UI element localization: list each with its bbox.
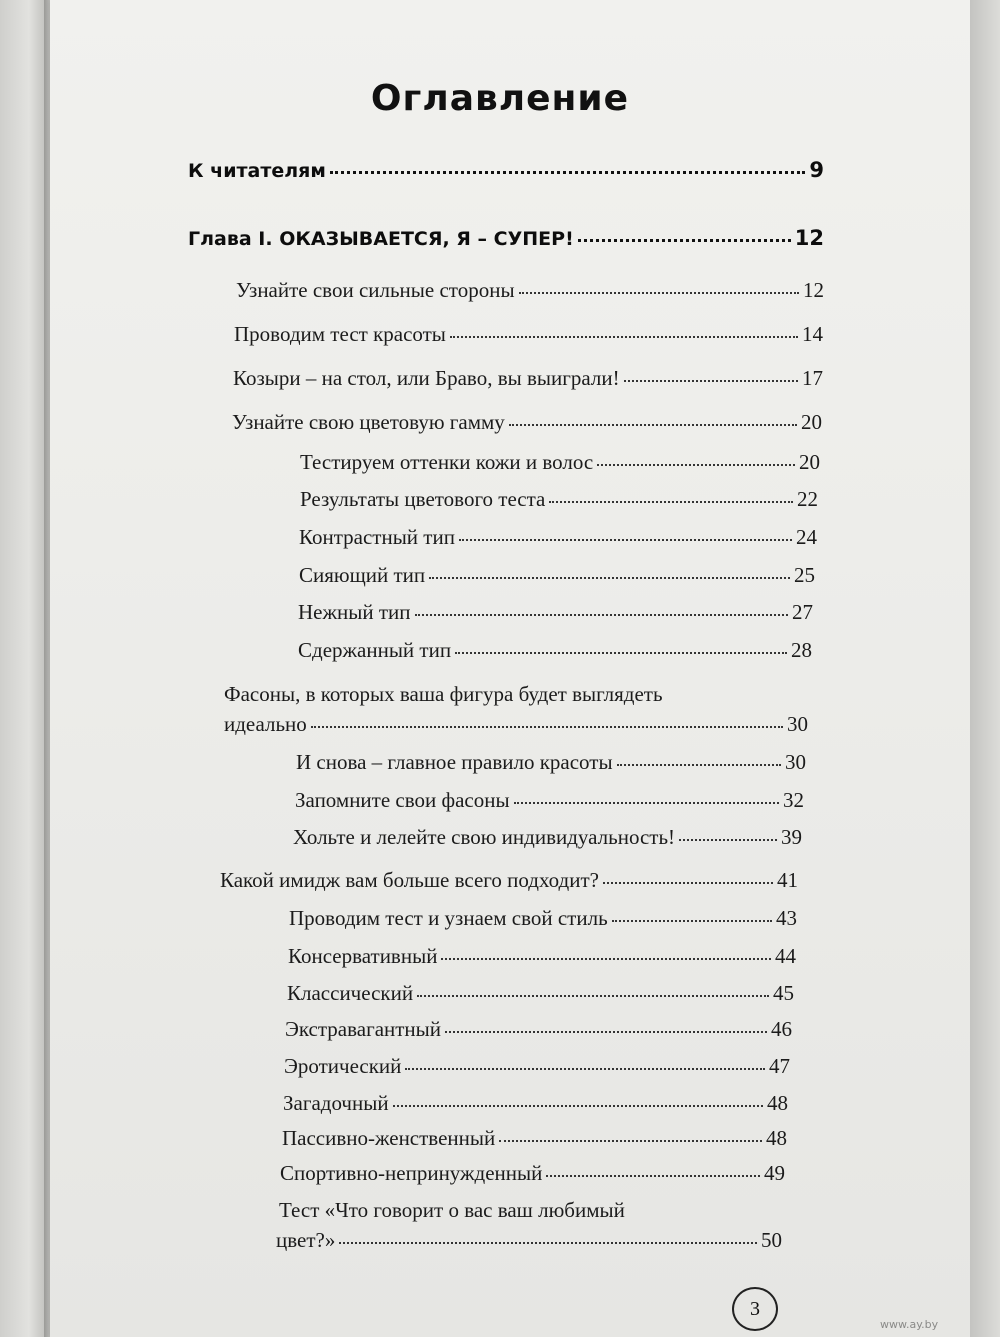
toc-subentry <box>284 1054 790 1079</box>
dot-leader <box>546 1175 760 1177</box>
toc-entry-page: 49 <box>764 1161 785 1185</box>
toc-subentry <box>289 906 797 931</box>
dot-leader <box>519 292 799 294</box>
toc-subentry <box>300 450 820 475</box>
toc-subentry <box>288 944 796 969</box>
toc-entry-page: 24 <box>796 525 817 549</box>
toc-entry-label: Загадочный <box>283 1091 389 1115</box>
dot-leader <box>509 424 797 426</box>
page-number-badge: 3 <box>732 1287 778 1331</box>
toc-entry-page: 28 <box>791 638 812 662</box>
toc-entry-label: Результаты цветового теста <box>300 487 546 511</box>
toc-entry-label: Эротический <box>284 1054 402 1078</box>
dot-leader <box>393 1105 763 1107</box>
toc-entry-page: 20 <box>799 450 820 474</box>
toc-entry-label: Спортивно-непринужденный <box>280 1161 543 1185</box>
toc-entry <box>233 366 823 391</box>
toc-subentry <box>293 825 802 850</box>
toc-entry-page: 17 <box>802 366 823 390</box>
toc-entry-page: 44 <box>775 944 796 968</box>
toc-subentry <box>282 1126 787 1151</box>
toc-subentry <box>283 1091 788 1116</box>
toc-subentry <box>296 750 806 775</box>
dot-leader <box>445 1031 767 1033</box>
toc-entry-page: 46 <box>771 1017 792 1041</box>
toc-entry-page: 27 <box>792 600 813 624</box>
toc-entry-page: 47 <box>769 1054 790 1078</box>
dot-leader <box>679 839 777 841</box>
watermark: www.ay.by <box>880 1318 939 1331</box>
toc-chapter-entry <box>188 226 824 250</box>
page-edge-right <box>970 0 1000 1337</box>
toc-entry-page: 30 <box>787 712 808 736</box>
toc-entry-page: 25 <box>794 563 815 587</box>
toc-entry <box>224 712 808 737</box>
toc-subentry <box>300 487 818 512</box>
toc-entry-page: 22 <box>797 487 818 511</box>
dot-leader <box>339 1242 757 1244</box>
dot-leader <box>549 501 793 503</box>
toc-entry-label: К читателям <box>188 160 326 182</box>
toc-entry <box>236 278 824 303</box>
toc-entry-page: 48 <box>767 1091 788 1115</box>
toc-entry-label: Запомните свои фасоны <box>295 788 510 812</box>
toc-entry-page: 9 <box>809 158 824 182</box>
dot-leader <box>612 920 772 922</box>
toc-entry-page: 43 <box>776 906 797 930</box>
dot-leader <box>405 1068 765 1070</box>
toc-entry-label: Сдержанный тип <box>298 638 452 662</box>
toc-entry-label-line1: Тест «Что говорит о вас ваш любимый <box>279 1198 625 1222</box>
toc-entry-label-line1: Фасоны, в которых ваша фигура будет выглядеть <box>224 682 663 706</box>
dot-leader <box>450 336 798 338</box>
toc-entry <box>234 322 823 347</box>
toc-entry-page: 20 <box>801 410 822 434</box>
dot-leader <box>597 464 795 466</box>
toc-entry-label: Классический <box>287 981 414 1005</box>
toc-entry-label: Пассивно-женственный <box>282 1126 496 1150</box>
toc-title: Оглавление <box>370 78 630 119</box>
toc-entry-label: Экстравагантный <box>285 1017 442 1041</box>
toc-entry-label: И снова – главное правило красоты <box>296 750 613 774</box>
toc-entry-label: Глава I. ОКАЗЫВАЕТСЯ, Я – СУПЕР! <box>188 228 574 250</box>
toc-entry-page: 12 <box>794 226 824 250</box>
toc-entry-label: Козыри – на стол, или Браво, вы выиграли! <box>233 366 620 390</box>
toc-subentry <box>295 788 804 813</box>
dot-leader <box>415 614 789 616</box>
toc-subentry <box>280 1161 785 1186</box>
dot-leader <box>603 882 773 884</box>
toc-entry-page: 41 <box>777 868 798 892</box>
dot-leader <box>417 995 769 997</box>
dot-leader <box>624 380 798 382</box>
toc-entry-label: Сияющий тип <box>299 563 426 587</box>
toc-subentry <box>298 638 812 663</box>
previous-page-edge <box>0 0 48 1337</box>
toc-entry-label-line2: идеально <box>224 712 307 736</box>
toc-entry-label: Какой имидж вам больше всего подходит? <box>220 868 599 892</box>
toc-entry-page: 32 <box>783 788 804 812</box>
toc-subentry <box>276 1228 782 1253</box>
toc-entry-page: 12 <box>803 278 824 302</box>
toc-entry-page: 39 <box>781 825 802 849</box>
toc-subentry <box>298 600 813 625</box>
toc-entry-page: 50 <box>761 1228 782 1252</box>
toc-entry-label: Контрастный тип <box>299 525 455 549</box>
dot-leader <box>578 239 791 242</box>
toc-entry-page: 14 <box>802 322 823 346</box>
dot-leader <box>499 1140 762 1142</box>
toc-entry-label: Проводим тест и узнаем свой стиль <box>289 906 608 930</box>
toc-entry-label: Проводим тест красоты <box>234 322 446 346</box>
toc-entry <box>232 410 822 435</box>
toc-entry-label: Хольте и лелейте свою индивидуальность! <box>293 825 676 849</box>
dot-leader <box>617 764 781 766</box>
toc-subentry <box>299 563 815 588</box>
toc-entry-label: Нежный тип <box>298 600 411 624</box>
toc-entry-page: 48 <box>766 1126 787 1150</box>
toc-entry-label: Консервативный <box>288 944 438 968</box>
dot-leader <box>429 577 790 579</box>
dot-leader <box>330 171 805 174</box>
toc-subentry <box>287 981 794 1006</box>
toc-entry-label: Тестируем оттенки кожи и волос <box>300 450 594 474</box>
toc-subentry <box>299 525 817 550</box>
toc-entry-label: Узнайте свои сильные стороны <box>236 278 515 302</box>
dot-leader <box>441 958 771 960</box>
toc-entry-label-line2: цвет?» <box>276 1228 336 1252</box>
toc-subentry <box>285 1017 792 1042</box>
toc-entry <box>220 868 798 893</box>
toc-entry-page: 45 <box>773 981 794 1005</box>
dot-leader <box>459 539 792 541</box>
toc-entry-page: 30 <box>785 750 806 774</box>
toc-entry <box>188 158 824 182</box>
dot-leader <box>514 802 779 804</box>
toc-entry-label: Узнайте свою цветовую гамму <box>232 410 505 434</box>
dot-leader <box>455 652 787 654</box>
dot-leader <box>311 726 783 728</box>
